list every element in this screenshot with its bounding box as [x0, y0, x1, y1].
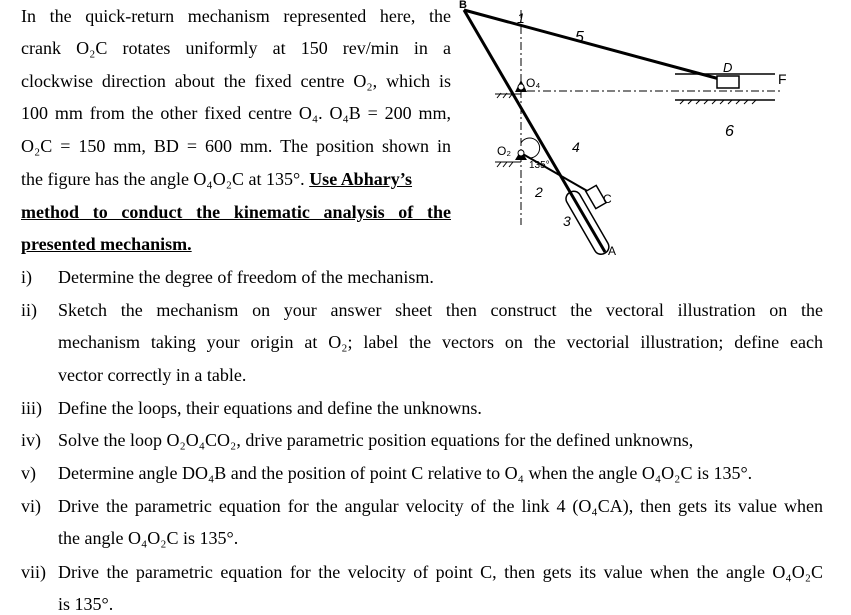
label-link-4: 4: [572, 139, 580, 155]
slider-guide: [675, 74, 775, 104]
label-c: C: [603, 192, 612, 206]
label-o2: O₂: [497, 144, 511, 158]
intro-line-6: [21, 163, 412, 196]
question-vii-continuation: is 135°.: [58, 594, 114, 614]
method-emphasis: Use Abhary’s: [309, 169, 413, 189]
mechanism-figure: [455, 0, 851, 270]
question-iii-number: iii): [21, 398, 42, 418]
pivot-o4: [518, 84, 524, 90]
question-vi-number: vi): [21, 496, 41, 516]
question-iv-text: Solve the loop O₂O₄CO₂, drive parametric position equations for the defined unknowns,: [58, 430, 694, 450]
label-link-6: 6: [725, 123, 734, 140]
question-i-number: i): [21, 267, 32, 287]
link-4-rocker: [464, 10, 605, 252]
question-ii-continuation-2: vector correctly in a table.: [58, 365, 247, 385]
question-vii-number: vii): [21, 562, 46, 582]
label-link-1: 1: [517, 10, 525, 26]
question-v-text: Determine angle DO₄B and the position of point C relative to O₄ when the angle O₄O₂C is 135°.: [58, 463, 753, 483]
label-b: B: [459, 0, 467, 11]
label-a: A: [608, 244, 617, 258]
label-f: F: [778, 71, 787, 87]
label-angle: 135°: [529, 160, 550, 171]
question-ii-continuation-1: mechanism taking your origin at O₂; label the vectors on the vectorial illustration; define each: [58, 332, 823, 352]
intro-line-1: In the quick-return mechanism represented here, the: [21, 6, 451, 26]
question-v-number: v): [21, 463, 36, 483]
intro-line-2: crank O₂C rotates uniformly at 150 rev/min in a: [21, 38, 451, 58]
intro-line-5: O₂C = 150 mm, BD = 600 mm. The position shown in: [21, 136, 451, 156]
pivot-o2: [518, 150, 524, 156]
label-d: D: [723, 60, 733, 75]
intro-line-8: presented mechanism.: [21, 234, 192, 254]
intro-line-7: method to conduct the kinematic analysis of the: [21, 202, 451, 222]
question-ii-number: ii): [21, 300, 37, 320]
label-link-2: 2: [535, 184, 543, 200]
label-link-3: 3: [563, 213, 571, 229]
question-iv-number: iv): [21, 430, 41, 450]
question-vii-text: Drive the parametric equation for the velocity of point C, then gets its value when the angle O₄O₂C: [58, 562, 823, 582]
label-link-5: 5: [575, 29, 584, 46]
label-o4: O₄: [526, 76, 541, 90]
intro-line-3: clockwise direction about the fixed centre O₂, which is: [21, 71, 451, 91]
question-vi-continuation: the angle O₄O₂C is 135°.: [58, 528, 239, 548]
intro-line-4: 100 mm from the other fixed centre O₄. O₄B = 200 mm,: [21, 103, 451, 123]
question-ii-text: Sketch the mechanism on your answer sheet then construct the vectoral illustration on the: [58, 300, 823, 320]
intro-line-6-text: the figure has the angle O₄O₂C at 135°.: [21, 169, 310, 189]
question-i-text: Determine the degree of freedom of the mechanism.: [58, 267, 434, 287]
question-iii-text: Define the loops, their equations and define the unknowns.: [58, 398, 482, 418]
link-5-bd: [464, 10, 727, 81]
question-vi-text: Drive the parametric equation for the angular velocity of the link 4 (O₄CA), then gets its value when: [58, 496, 823, 516]
